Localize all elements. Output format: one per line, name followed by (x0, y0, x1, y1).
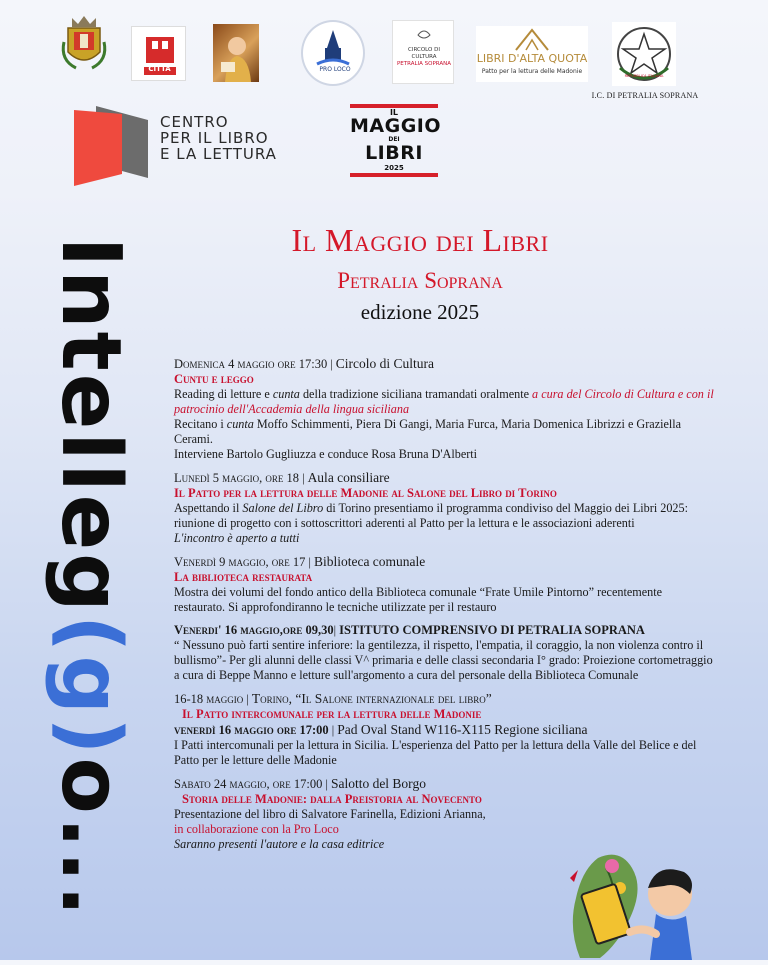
painting-image (213, 24, 259, 82)
event-text: Aspettando il (174, 501, 243, 515)
event-text: Reading di letture e (174, 387, 273, 401)
event-text-italic: cunta (272, 387, 300, 401)
circolo-line-3: PETRALIA SOPRANA (396, 61, 452, 67)
citta-logo (131, 26, 186, 81)
event-place: Torino, “Il Salone internazionale del libro” (251, 691, 492, 706)
event-description: Presentazione del libro di Salvatore Farinella, Edizioni Arianna, (174, 807, 486, 821)
cepell-logo-mark (70, 100, 150, 190)
event-description: Interviene Bartolo Gugliuzza e conduce Rosa Bruna D'Alberti (174, 447, 478, 461)
slogan-part-2: (g) (43, 614, 138, 758)
reader-illustration (560, 848, 710, 960)
mdl-bar-bottom (350, 173, 438, 177)
event-place: Salotto del Borgo (330, 776, 426, 791)
mdl-maggio: MAGGIO (350, 115, 442, 137)
repubblica-text: REPUBBLICA ITALIANA (624, 74, 664, 78)
circolo-line-2: CULTURA (411, 54, 437, 60)
event-date: Lunedì 5 maggio, ore 18 (174, 471, 300, 485)
event-text: Moffo Schimmenti, Piera Di Gangi, Maria Furca, Maria Domenica Librizzi e Graziella Cerami. (174, 417, 682, 446)
citta-logo-text: CITTÀ (148, 65, 171, 73)
cepell-line-3: E LA LETTURA (160, 145, 277, 163)
mdl-il: IL (389, 108, 399, 117)
mdl-dei: DEI (388, 136, 400, 143)
event-date: Venerdì 9 maggio, ore 17 (174, 555, 306, 569)
event-text-red: a cura del Circolo di Cultura e con il patrocinio dell'Accademia della lingua siciliana (174, 387, 714, 416)
proloco-logo-text: PRO LOCO (319, 66, 351, 73)
event-text: di Torino presentiamo il programma condiviso del Maggio dei Libri 2025: riunione di progetto con i sottoscrittori aderenti al Patto per la lettura e le associazioni aderenti (174, 501, 689, 530)
event-heading: Cuntu e leggo (174, 372, 254, 386)
event-item: Sabato 24 maggio, ore 17:00 | Salotto del Borgo Storia delle Madonie: dalla Preistoria al Novecento Presentazione del libro di Salvatore Farinella, Edizioni Arianna, in collaborazione con la Pro Loco Saranno presenti l'autore e la casa editrice (174, 776, 714, 852)
circolo-line-1: CIRCOLO DI (408, 47, 440, 53)
event-date: 16-18 maggio (174, 692, 244, 706)
mdl-year: 2025 (384, 164, 404, 172)
event-heading: Il Patto intercomunale per la lettura delle Madonie (182, 707, 482, 721)
event-item: Domenica 4 maggio ore 17:30 | Circolo di Cultura Cuntu e leggo Reading di letture e cunta della tradizione siciliana tramandati oralmente a cura del Circolo di Cultura e con il patrocinio dell'Accademia della lingua siciliana Recitano i cunta Moffo Schimmenti, Piera Di Gangi, Maria Furca, Maria Domenica Librizzi e Graziella Cerami. Interviene Bartolo Gugliuzza e conduce Rosa Bruna D'Alberti (174, 356, 714, 461)
event-date: Domenica 4 maggio ore 17:30 (174, 357, 328, 371)
event-heading: La biblioteca restaurata (174, 570, 313, 584)
event-date: venerdì 16 maggio ore 17:00 (174, 723, 329, 737)
circolo-cultura-logo (392, 20, 454, 84)
comune-crest-logo (58, 12, 110, 74)
event-item: Venerdì 9 maggio, ore 17 | Biblioteca comunale La biblioteca restaurata Mostra dei volumi del fondo antico della Biblioteca comunale “Frate Umile Pintorno” recentemente restaurato. Si approfondiranno le tecniche utilizzate per il restauro (174, 554, 714, 615)
event-text-red: in collaborazione con la Pro Loco (174, 822, 339, 836)
event-item: 16-18 maggio | Torino, “Il Salone internazionale del libro” Il Patto intercomunale per la lettura delle Madonie venerdì 16 maggio ore 17:00 | Pad Oval Stand W116-X115 Regione siciliana I Patti intercomunali per la lettura in Sicilia. L'esperienza del Patto per la lettura della Valle del Belice e del Patto per le letture delle Madonie (174, 691, 714, 768)
event-text: della tradizione siciliana tramandati oralmente (299, 387, 533, 401)
event-note: Saranno presenti l'autore e la casa editrice (174, 837, 385, 851)
event-text-italic: Salone del Libro (242, 501, 324, 515)
event-note: L'incontro è aperto a tutti (174, 531, 300, 545)
event-description (174, 501, 714, 531)
page-subtitle: Petralia Soprana (337, 268, 503, 293)
proloco-logo (301, 20, 365, 86)
libri-alta-quota-logo (476, 26, 588, 82)
event-place: ISTITUTO COMPRENSIVO DI PETRALIA SOPRANA (339, 623, 645, 637)
event-heading: Storia delle Madonie: dalla Preistoria al Novecento (182, 792, 482, 806)
slogan-part-3: o... (43, 757, 138, 920)
events-list (174, 356, 714, 860)
repubblica-italiana-emblem (612, 22, 676, 86)
event-heading: Il Patto per la lettura delle Madonie al Salone del Libro di Torino (174, 486, 557, 500)
event-date: Venerdi' 16 maggio,ore 09,30 (174, 623, 334, 637)
slogan-part-1: Intelleg (43, 236, 138, 615)
page-title: Il Maggio dei Libri (291, 222, 549, 258)
lda-title: LIBRI D'ALTA QUOTA (476, 52, 588, 65)
event-place: Biblioteca comunale (313, 554, 426, 569)
event-description: “ Nessuno può farti sentire inferiore: la gentilezza, il rispetto, l'empatia, il coraggio, la non violenza contro il bullismo”- Per gli alunni delle classi V^ primaria e delle classi secondaria I° grado: Proiezione cortometraggio a cura di Beppe Manno e letture sull'argomento a cura del personale della Biblioteca Comunale (174, 638, 713, 682)
lda-subtitle: Patto per la lettura delle Madonie (481, 68, 583, 75)
edition-label: edizione 2025 (360, 300, 480, 324)
event-place: Pad Oval Stand W116-X115 Regione siciliana (337, 722, 588, 737)
event-description (174, 387, 714, 417)
event-date: Sabato 24 maggio, ore 17:00 (174, 777, 323, 791)
cepell-logo-text (160, 114, 277, 162)
event-item: Venerdi' 16 maggio,ore 09,30| ISTITUTO COMPRENSIVO DI PETRALIA SOPRANA “ Nessuno può farti sentire inferiore: la gentilezza, il rispetto, l'empatia, il coraggio, la non violenza contro il bullismo”- Per gli alunni delle classi V^ primaria e delle classi secondaria I° grado: Proiezione cortometraggio a cura di Beppe Manno e letture sull'argomento a cura del personale della Biblioteca Comunale (174, 623, 713, 682)
vertical-slogan-text (43, 236, 138, 920)
event-place: Circolo di Cultura (335, 356, 435, 371)
event-text: Recitano i (174, 417, 227, 431)
event-text-italic: cunta (226, 417, 254, 431)
event-description (174, 417, 714, 447)
event-description: I Patti intercomunali per la lettura in Sicilia. L'esperienza del Patto per la lettura della Valle del Belice e del Patto per le letture delle Madonie (174, 738, 697, 767)
cepell-line-1: CENTRO (160, 113, 229, 131)
school-caption: I.C. DI PETRALIA SOPRANA (591, 91, 699, 100)
event-place: Aula consiliare (307, 470, 390, 485)
event-description: Mostra dei volumi del fondo antico della Biblioteca comunale “Frate Umile Pintorno” recentemente restaurato. Si approfondiranno le tecniche utilizzate per il restauro (174, 585, 663, 614)
cepell-line-2: PER IL LIBRO (160, 129, 269, 147)
event-item: Lunedì 5 maggio, ore 18 | Aula consiliare Il Patto per la lettura delle Madonie al Salone del Libro di Torino Aspettando il Salone del Libro di Torino presentiamo il programma condiviso del Maggio dei Libri 2025: riunione di progetto con i sottoscrittori aderenti al Patto per la lettura e le associazioni aderenti L'incontro è aperto a tutti (174, 470, 714, 546)
mdl-libri: LIBRI (365, 142, 423, 164)
maggio-dei-libri-logo (350, 104, 442, 182)
